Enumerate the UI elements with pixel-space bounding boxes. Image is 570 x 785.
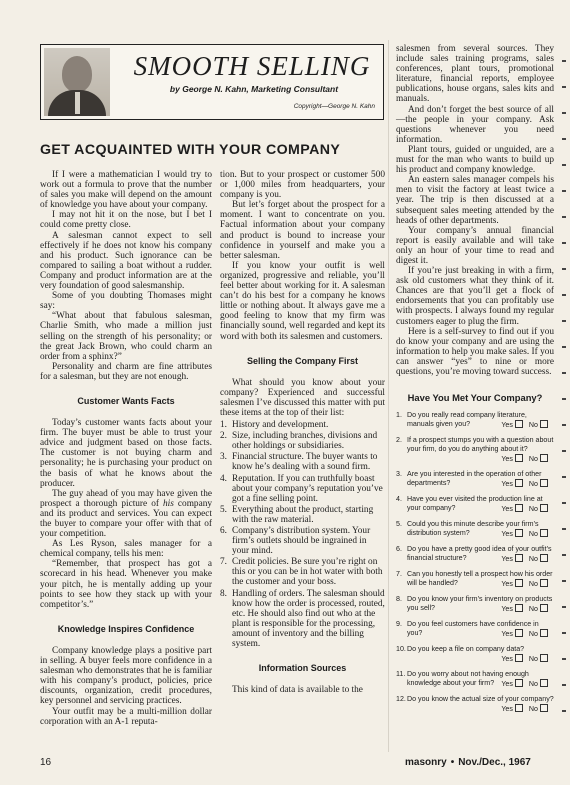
yes-no-options: Yes No [501,454,554,464]
yes-checkbox[interactable] [515,529,523,537]
list-item: 5. Everything about the product, starting with the raw material. [220,504,374,525]
paragraph: This kind of data is available to the [232,685,363,696]
yes-no-options: Yes No [501,629,554,639]
yes-no-options: Yes No [501,604,554,614]
survey-question: 11. Do you worry about not having enough knowledge about your firm? Yes No [396,670,554,689]
paragraph: What should you know about your company? Experienced and successful salesmen I’ve discussed this matter with put these items at the top of their list: [220,377,385,418]
emphasis: his [163,498,174,509]
list-item: 4. Reputation. If you can truthfully boast about your company’s reputation you’ve got a fine selling point. [220,473,383,504]
yes-no-options: Yes No [501,704,554,714]
paragraph: A salesman cannot expect to sell effectively if he does not know his company and his product. Such ignorance can be compared to sailing a boat without a rudder. Company and product information are at the very foundation of good salesmanship. [40,230,212,292]
no-checkbox[interactable] [540,629,548,637]
no-checkbox[interactable] [540,504,548,512]
column-header [40,44,384,120]
yes-checkbox[interactable] [515,604,523,612]
yes-checkbox[interactable] [515,479,523,487]
author-photo [44,48,110,116]
bullet-separator: • [450,757,455,768]
subheading-customer-wants-facts: Customer Wants Facts [77,395,175,406]
no-checkbox[interactable] [540,529,548,537]
binding-edge-marks [560,40,570,740]
paragraph: If you’re just breaking in with a firm, ask old customers what they think of it. Chances are that you’ll get a flock of endorsements that you can profitably use with prospects. I always found my regular customers eager to plug the firm. [396,266,554,327]
survey-question: 1. Do you really read company literature, manuals given you? Yes No [396,411,554,430]
yes-no-options: Yes No [501,679,554,689]
paragraph: Your company’s annual financial report is easily available and will take only an hour of your time to read and digest it. [396,225,554,266]
yes-no-options: Yes No [501,504,554,514]
issue-date: Nov./Dec., 1967 [458,757,531,768]
knowledge-list [220,420,385,649]
paragraph: Company knowledge plays a positive part in selling. A buyer feels more confidence in a salesman who demonstrates that he is familiar with his company’s product, policies, price discounts, organization, credit procedures, key personnel and servicing practices. [40,645,212,707]
survey-question: 10. Do you keep a file on company data? Yes No [396,645,554,664]
yes-no-options: Yes No [501,420,554,430]
yes-checkbox[interactable] [515,629,523,637]
no-checkbox[interactable] [540,654,548,662]
list-item: 3. Financial structure. The buyer wants to know he’s dealing with a sound firm. [220,452,378,473]
paragraph: tion. But to your prospect or customer 500 or 1,000 miles from headquarters, your company is you. [220,170,385,201]
page-number: 16 [40,757,52,768]
survey-question: 8. Do you know your firm’s inventory on products you sell? Yes No [396,595,553,614]
no-checkbox[interactable] [540,604,548,612]
list-item: 1. History and development. [220,420,329,431]
paragraph: Your outfit may be a multi-million dollar corporation with an A-1 reputa- [40,706,212,727]
yes-no-options: Yes No [501,479,554,489]
subheading-knowledge-inspires-confidence: Knowledge Inspires Confidence [57,623,195,634]
no-checkbox[interactable] [540,420,548,428]
paragraph: As Les Ryson, sales manager for a chemical company, tells his men: [40,539,212,560]
yes-checkbox[interactable] [515,504,523,512]
paragraph: salesmen from several sources. They include sales training programs, sales conferences, plant tours, promotional literature, financial reports, employee publications, house organs, sales kits and manuals. [396,44,554,105]
subheading-selling-the-company-first: Selling the Company First [246,355,358,366]
column-divider [388,40,389,752]
yes-checkbox[interactable] [515,420,523,428]
paragraph: Some of you doubting Thomases might say: [40,291,212,312]
list-item: 6. Company’s distribution system. Your firm’s outlets should be ingrained in your mind. [220,526,371,557]
survey-question: 5. Could you this minute describe your firm’s distribution system? Yes No [396,520,554,539]
survey-question: 7. Can you honestly tell a prospect how his order will be handled? Yes No [396,570,553,589]
list-item: 2. Size, including branches, divisions and other holdings or subsidiaries. [220,431,378,452]
survey-question: 6. Do you have a pretty good idea of your outfit’s financial structure? Yes No [396,545,554,564]
subheading-information-sources: Information Sources [258,663,347,674]
column-1 [40,170,212,727]
paragraph: Today’s customer wants facts about your firm. The buyer must be able to trust your advice and judgment based on those facts. The customer is not buying charm and personality; he is purchasing your product on the basis of what he knows about the producer. [40,418,212,489]
column-title: SMOOTH SELLING [133,51,371,81]
no-checkbox[interactable] [540,454,548,462]
survey-title: Have You Met Your Company? [407,392,543,404]
paragraph: I may not hit it on the nose, but I bet I could come pretty close. [40,210,212,231]
yes-checkbox[interactable] [515,454,523,462]
byline: by George N. Kahn, Marketing Consultant [169,84,339,94]
copyright: Copyright—George N. Kahn [293,103,375,110]
survey-question: 3. Are you interested in the operation of other departments? Yes No [396,470,554,489]
paragraph: Personality and charm are fine attributes for a salesman, but they are not enough. [40,361,212,382]
no-checkbox[interactable] [540,704,548,712]
paragraph: The guy ahead of you may have given the prospect a thorough picture of his company and its product and services. You can expect the buyer to compare your offer with that of your competition. [40,488,213,540]
quote-paragraph: “Remember, that prospect has got a scorecard in his head. Whenever you make your pitch, he is mentally adding up your points to see how they stack up with your competitor’s.” [40,559,212,610]
survey-questions [396,411,554,714]
survey-question: 12. Do you know the actual size of your company? Yes No [396,695,554,714]
survey-question: 2. If a prospect stumps you with a question about your firm, do you do anything about it? Yes No [396,436,554,464]
yes-no-options: Yes No [501,579,554,589]
paragraph: An eastern sales manager compels his men to visit the factory at least twice a year. The trip is then discussed at a subsequent sales meeting attended by the heads of other departments. [396,175,554,226]
survey-question: 4. Have you ever visited the production line at your company? Yes No [396,495,554,514]
column-2 [220,170,385,695]
yes-no-options: Yes No [501,529,554,539]
footer-publication [405,757,531,768]
yes-no-options: Yes No [501,654,554,664]
yes-checkbox[interactable] [515,579,523,587]
no-checkbox[interactable] [540,579,548,587]
no-checkbox[interactable] [540,479,548,487]
yes-checkbox[interactable] [515,704,523,712]
article-headline: GET ACQUAINTED WITH YOUR COMPANY [40,142,341,158]
list-item: 8. Handling of orders. The salesman should know how the order is processed, routed, etc. He should also find out who at the plant is responsible for the processing, amount of inventory and the billing system. [220,588,385,650]
no-checkbox[interactable] [540,679,548,687]
paragraph: If you know your outfit is well organized, progressive and reliable, you’ll feel better about working for it. A salesman can’t do his best for a company he knows little or nothing about. It always gave me a good feeling to know that my firm was financially sound, well regarded and kept its word with both its salesmen and customers. [220,260,385,342]
yes-checkbox[interactable] [515,554,523,562]
yes-checkbox[interactable] [515,679,523,687]
paragraph: If I were a mathematician I would try to work out a formula to prove that the number of sales you make will depend on the amount of knowledge you have about your company. [40,170,212,211]
magazine-name: masonry [405,757,447,768]
list-item: 7. Credit policies. Be sure you’re right on this or you can be in hot water with both the customer and your boss. [220,557,383,588]
quote-paragraph: “What about that fabulous salesman, Charlie Smith, who made a million just selling on the strength of his personality; or the great Jack Brown, who could charm an order from a sphinx?” [40,311,212,362]
yes-no-options: Yes No [501,554,554,564]
paragraph: But let’s forget about the prospect for a moment. I want to concentrate on you. Factual information about your company and product is bound to increase your confidence in yourself and make you a better salesman. [220,200,385,261]
paragraph: And don’t forget the best source of all—the people in your company. Ask questions whenever you need information. [396,104,554,145]
yes-checkbox[interactable] [515,654,523,662]
paragraph: Plant tours, guided or unguided, are a must for the man who wants to build up his product and company knowledge. [396,144,554,176]
column-3 [396,44,554,720]
paragraph: Here is a self-survey to find out if you do know your company and are using the information to help you make sales. If you can answer “yes” to nine or more questions, you’re moving toward success. [396,326,555,377]
survey-question: 9. Do you feel customers have confidence in you? Yes No [396,620,554,639]
no-checkbox[interactable] [540,554,548,562]
